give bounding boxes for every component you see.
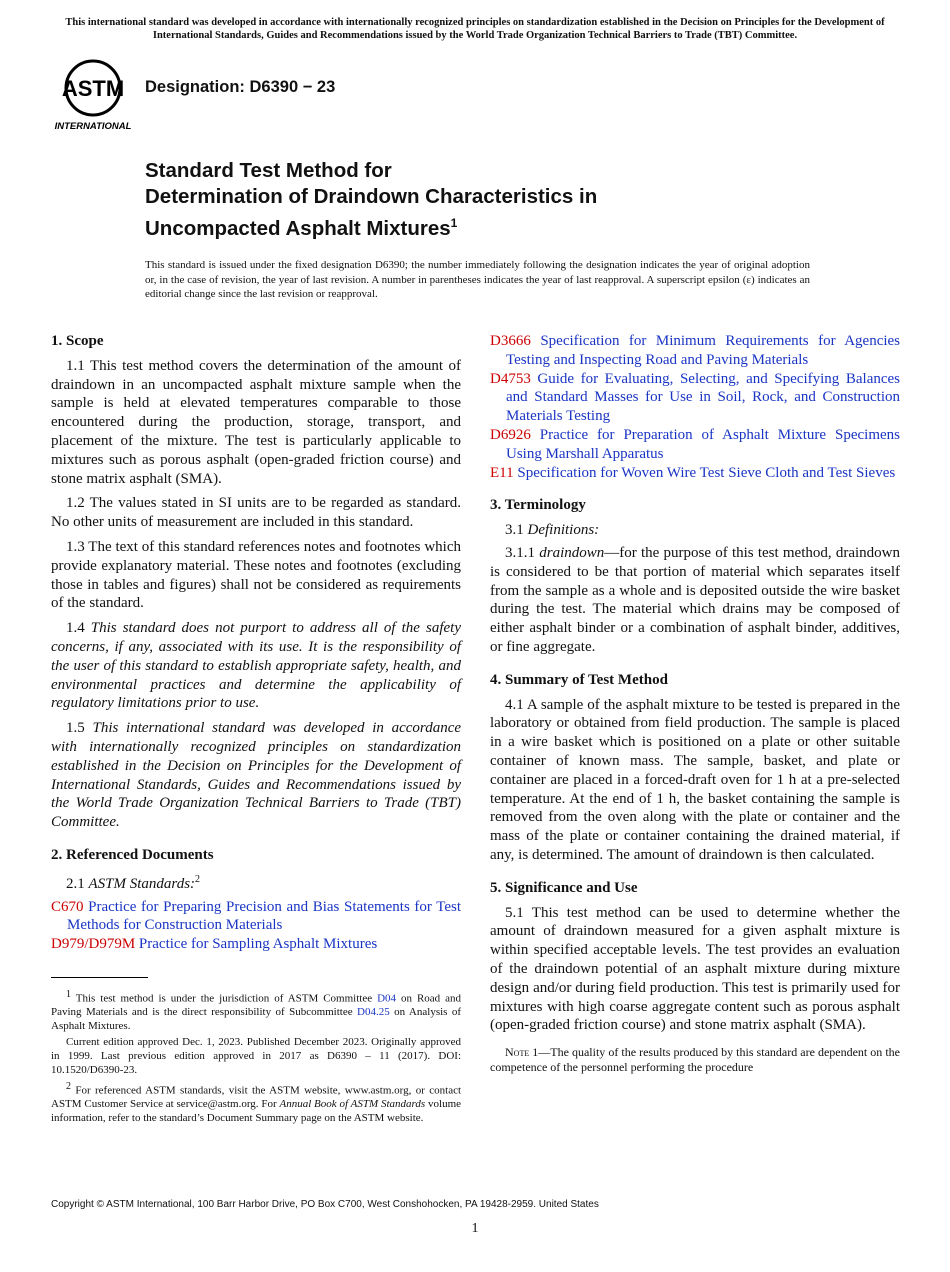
footnote-divider — [51, 977, 148, 978]
footnotes — [51, 988, 461, 1129]
paragraph-4-1: 4.1 A sample of the asphalt mixture to be tested is prepared in the laboratory or obtained from field production. The sample is placed in a wire basket which is positioned on a plate or other suitable container of known mass. The sample, basket, and plate or container are placed in a forced-draft oven for 1 h at a pre-selected temperature. At the end of 1 h, the basket containing the sample is removed from the oven along with the plate or container and the mass of the plate or container containing the drained material, if any, is determined. The amount of draindown is then calculated. — [490, 696, 900, 863]
copyright-line: Copyright © ASTM International, 100 Barr Harbor Drive, PO Box C700, West Conshohocken, PA 19428-2959. United States — [51, 1199, 599, 1210]
paragraph-3-1: 3.1 Definitions: — [505, 522, 600, 539]
section-scope-heading: 1. Scope — [51, 333, 104, 349]
tbt-banner: This international standard was developed in accordance with internationally recognized principles on standardization established in the Decision on Principles for the Development of International Standards, Guides and Recommendations issued by the World Trade Organization Technical Barriers to Trade (TBT) Committee. — [65, 17, 885, 41]
ref-d3666[interactable]: D3666 Specification for Minimum Requirements for Agencies Testing and Inspecting Road and Paving Materials — [490, 333, 901, 368]
paragraph-5-1: 5.1 This test method can be used to determine whether the amount of draindown measured for a given asphalt mixture is within specified acceptable levels. The test provides an evaluation of the draindown potential of an asphalt mixture during mixture design and/or during field production. This test is primarily used for mixtures with high coarse aggregate content such as porous asphalt (open-graded friction course) and stone matrix asphalt (SMA). — [490, 904, 900, 1034]
footnote-edition: Current edition approved Dec. 1, 2023. Published December 2023. Originally approved in 1999. Last previous edition approved in 2017 as D6390 – 11 (2017). DOI: 10.1520/D6390-23. — [51, 1036, 461, 1076]
section-referenced-heading: 2. Referenced Documents — [51, 846, 214, 863]
link-d04[interactable]: D04 — [377, 992, 397, 1005]
title-line-2: Determination of Draindown Characteristics in — [145, 185, 598, 208]
note-1: Note 1—The quality of the results produced by this standard are dependent on the competence of the personnel performing the procedure — [490, 1045, 901, 1074]
title-line-1: Standard Test Method for — [145, 159, 392, 182]
ref-d4753[interactable]: D4753 Guide for Evaluating, Selecting, and Specifying Balances and Standard Masses for Use in Soil, Rock, and Construction Materials Testing — [490, 370, 901, 425]
paragraph-1-5: 1.5 This international standard was developed in accordance with internationally recognized principles on standardization established in the Decision on Principles for the Development of International Standards, Guides and Recommendations issued by the World Trade Organization Technical Barriers to Trade (TBT) Committee. — [51, 720, 462, 831]
document-title — [145, 158, 785, 242]
paragraph-1-3: 1.3 The text of this standard references notes and footnotes which provide explanatory material. These notes and footnotes (excluding those in tables and figures) shall not be considered as requirements of the standard. — [51, 538, 461, 612]
title-footnote-mark: 1 — [450, 216, 458, 230]
ref-e11[interactable]: E11 Specification for Woven Wire Test Sieve Cloth and Test Sieves — [490, 464, 896, 481]
paragraph-1-2: 1.2 The values stated in SI units are to be regarded as standard. No other units of measurement are included in this standard. — [51, 495, 461, 531]
section-terminology-heading: 3. Terminology — [490, 497, 586, 514]
issuance-note: This standard is issued under the fixed designation D6390; the number immediately following the designation indicates the year of original adoption or, in the case of revision, the year of last revision. A number in parentheses indicates the year of last reapproval. A superscript epsilon (ε) indicates an editorial change since the last revision or reapproval. — [145, 259, 810, 300]
designation: Designation: D6390 − 23 — [145, 78, 336, 96]
astm-logo-icon — [52, 58, 134, 132]
paragraph-3-1-1: 3.1.1 draindown—for the purpose of this test method, draindown is considered to be that portion of material which separates itself from the sample as a whole and is deposited outside the wire basket during the test. The material which drains may be composed of either asphalt binder or a combination of asphalt binder, additives, or fine aggregate. — [490, 544, 901, 655]
footnote-2: $^2$ For referenced ASTM standards, visit the ASTM website, www.astm.org, or contact ASTM Customer Service at service@astm.org. For Annual Book of ASTM Standards volume information, refer to the standard’s Document Summary page on the ASTM website. — [51, 1081, 462, 1125]
paragraph-1-1: 1.1 This test method covers the determination of the amount of draindown in an uncompacted asphalt mixture sample when the sample is held at elevated temperatures comparable to those encountered during the production, storage, transport, and placement of the mixture. The test is particularly applicable to mixtures such as porous asphalt (open-graded friction course) and stone matrix asphalt (SMA). — [51, 357, 461, 487]
section-summary-heading: 4. Summary of Test Method — [490, 671, 668, 688]
title-line-3: Uncompacted Asphalt Mixtures$^1$ — [145, 216, 458, 240]
logo-text: ASTM — [61, 76, 125, 101]
link-d04-25[interactable]: D04.25 — [357, 1006, 390, 1019]
logo-subtext: INTERNATIONAL — [54, 121, 132, 132]
page-number: 1 — [471, 1221, 479, 1236]
ref-c670[interactable]: C670 Practice for Preparing Precision and Bias Statements for Test Methods for Construction Materials — [51, 898, 461, 934]
ref-d979[interactable]: D979/D979M Practice for Sampling Asphalt Mixtures — [51, 936, 378, 953]
footnote-1: $^1$ This test method is under the jurisdiction of ASTM Committee D04 on Road and Paving Materials and is the direct responsibility of Subcommittee D04.25 on Analysis of Asphalt Mixtures. — [51, 989, 462, 1032]
paragraph-2-1: 2.1 ASTM Standards:$^2$ — [66, 873, 201, 892]
section-significance-heading: 5. Significance and Use — [490, 879, 638, 896]
ref-d6926[interactable]: D6926 Practice for Preparation of Asphalt Mixture Specimens Using Marshall Apparatus — [490, 426, 901, 462]
paragraph-1-4: 1.4 This standard does not purport to address all of the safety concerns, if any, associated with its use. It is the responsibility of the user of this standard to establish appropriate safety, health, and environmental practices and determine the applicability of regulatory limitations prior to use. — [51, 620, 461, 712]
right-column — [490, 332, 900, 1080]
left-column — [51, 332, 461, 954]
astm-logo — [52, 58, 134, 132]
